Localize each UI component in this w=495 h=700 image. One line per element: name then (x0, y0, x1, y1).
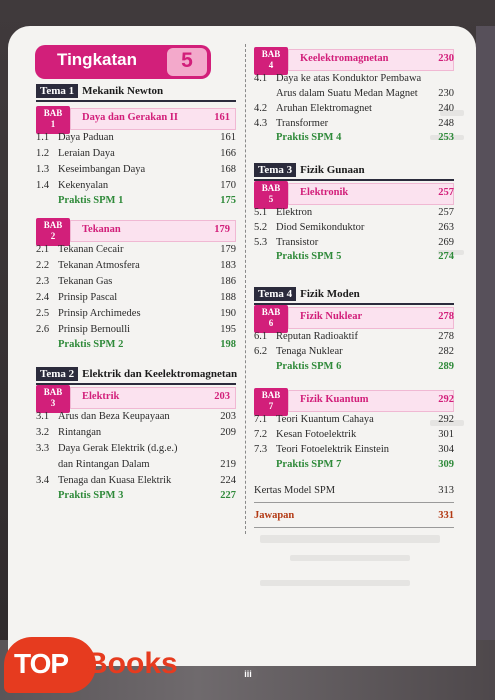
column-divider (245, 44, 246, 534)
bab-badge: BAB 4 (254, 47, 288, 75)
bab-title: Elektrik (82, 391, 120, 402)
bab-title: Fizik Kuantum (300, 394, 369, 405)
bab-5-header[interactable] (254, 181, 454, 207)
tema-title: Mekanik Newton (82, 85, 164, 97)
bab-page: 161 (214, 112, 230, 123)
tema-tag: Tema 1 (36, 84, 78, 98)
tema-3-heading (254, 163, 454, 177)
logo-books-text: Books (86, 647, 178, 680)
bab-page: 292 (438, 394, 454, 405)
praktis-spm-1[interactable]: Praktis SPM 1 175 (58, 195, 236, 206)
tingkatan-header (35, 45, 211, 79)
logo-top-text: TOP (14, 648, 69, 679)
bab-page: 179 (214, 224, 230, 235)
tema-2-heading (36, 367, 246, 381)
bab-4-header[interactable] (254, 47, 454, 73)
bab-badge: BAB 5 (254, 181, 288, 209)
tingkatan-number-box (167, 48, 207, 76)
bab-title: Keelektromagnetan (300, 53, 389, 64)
tema-tag: Tema 4 (254, 287, 296, 301)
bab-badge: BAB 2 (36, 218, 70, 246)
bab-badge: BAB 6 (254, 305, 288, 333)
bab-page: 230 (438, 53, 454, 64)
bab-badge: BAB 3 (36, 385, 70, 413)
praktis-spm-7[interactable]: Praktis SPM 7 309 (276, 459, 454, 470)
jawapan[interactable]: Jawapan 331 (254, 510, 454, 521)
bab-title: Tekanan (82, 224, 121, 235)
tema-tag: Tema 3 (254, 163, 296, 177)
tingkatan-label: Tingkatan (57, 50, 137, 69)
bab-page: 278 (438, 311, 454, 322)
bab-page: 203 (214, 391, 230, 402)
tema-1-heading (36, 84, 236, 98)
bab-7-header[interactable] (254, 388, 454, 414)
praktis-spm-4[interactable]: Praktis SPM 4 253 (276, 132, 454, 143)
tema-4-heading (254, 287, 454, 301)
tema-title: Fizik Moden (300, 288, 360, 300)
praktis-spm-5[interactable]: Praktis SPM 5 274 (276, 251, 454, 262)
bab-2-header[interactable] (36, 218, 236, 244)
tema-title: Fizik Gunaan (300, 164, 365, 176)
page-number: iii (238, 667, 258, 681)
tema-title: Elektrik dan Keelektromagnetan (82, 368, 238, 380)
bab-title: Elektronik (300, 187, 349, 198)
tema-tag: Tema 2 (36, 367, 78, 381)
praktis-spm-6[interactable]: Praktis SPM 6 289 (276, 361, 454, 372)
bab-badge: BAB 1 (36, 106, 70, 134)
bab-title: Fizik Nuklear (300, 311, 363, 322)
praktis-spm-3[interactable]: Praktis SPM 3 227 (58, 490, 236, 501)
bab-badge: BAB 7 (254, 388, 288, 416)
bab-title: Daya dan Gerakan II (82, 112, 178, 123)
bab-3-header[interactable] (36, 385, 236, 411)
tingkatan-number: 5 (181, 49, 193, 72)
bab-page: 257 (438, 187, 454, 198)
bab-6-header[interactable] (254, 305, 454, 331)
page-edge (476, 26, 495, 666)
bab-1-header[interactable] (36, 106, 236, 132)
praktis-spm-2[interactable]: Praktis SPM 2 198 (58, 339, 236, 350)
topbooks-watermark-logo (0, 635, 180, 697)
kertas-model-spm[interactable]: Kertas Model SPM 313 (254, 485, 454, 496)
